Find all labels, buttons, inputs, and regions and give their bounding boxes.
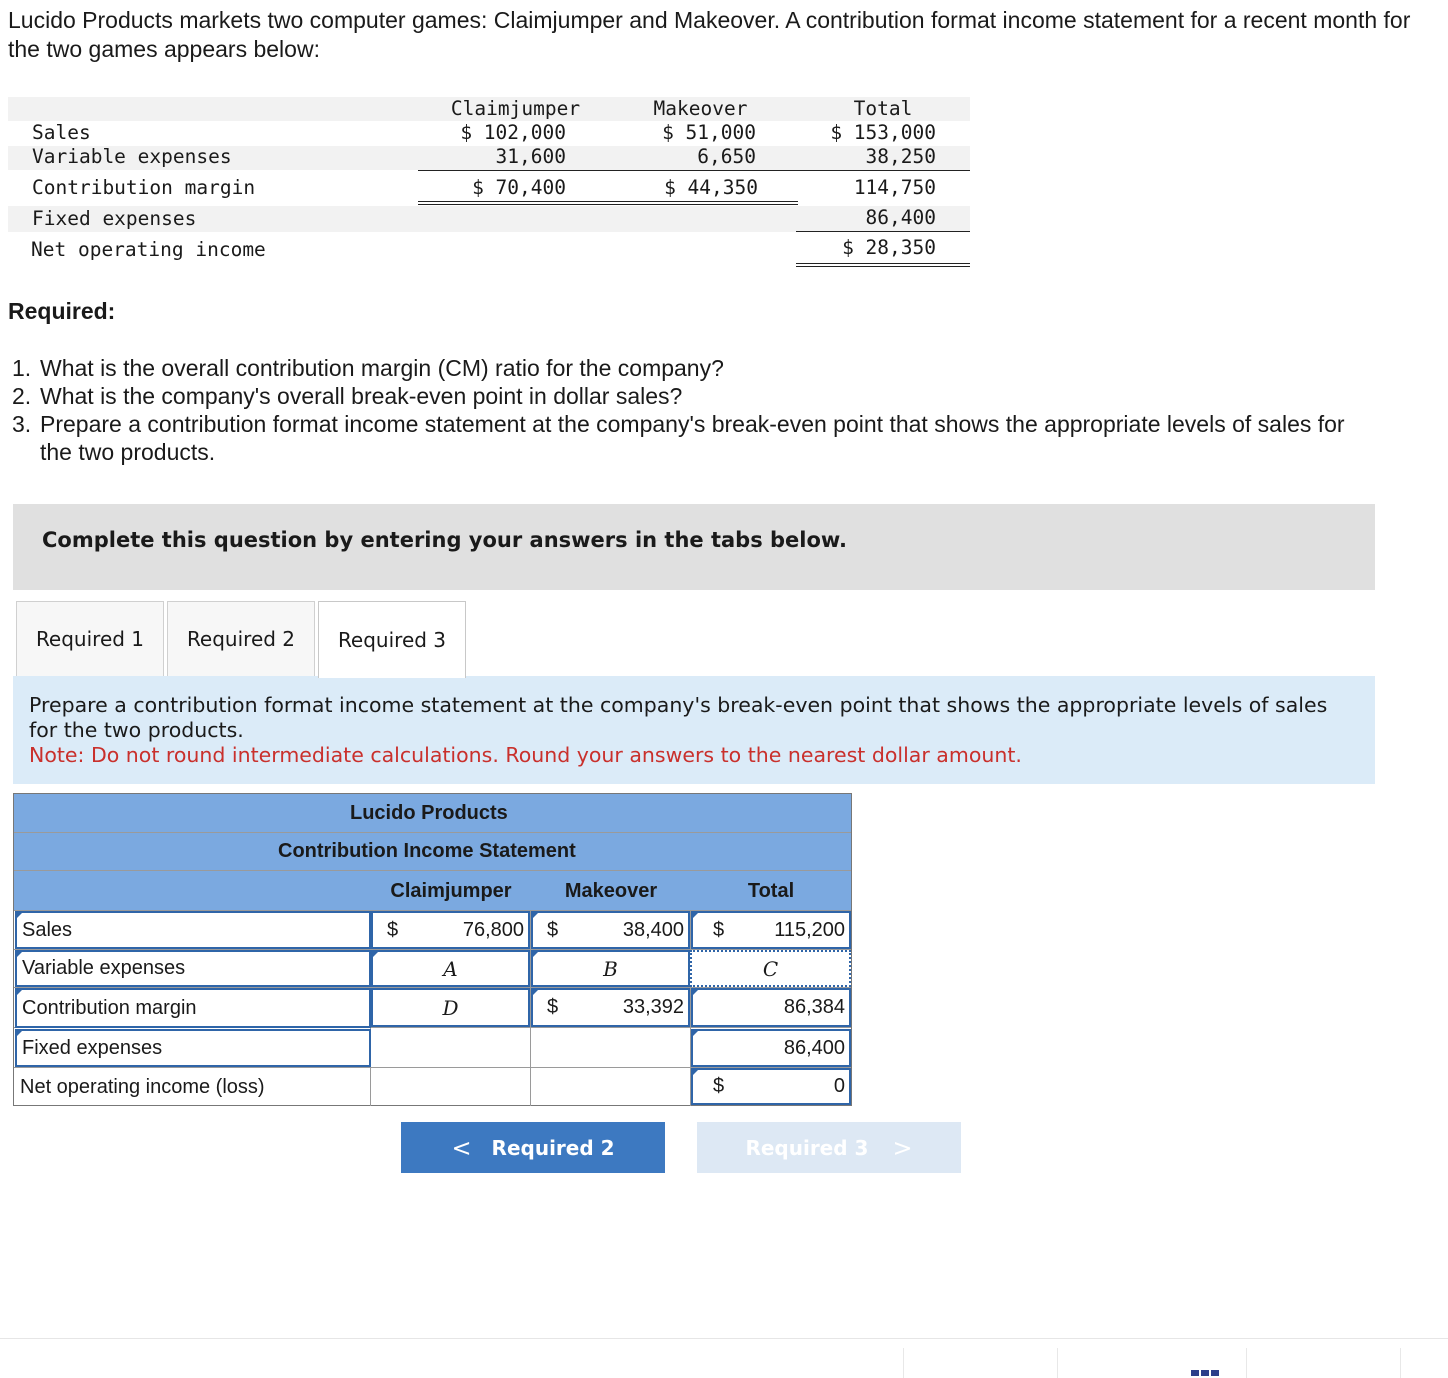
answer-placeholder-letter: A	[443, 956, 458, 981]
cell-value: 0	[833, 1075, 845, 1097]
currency-symbol: $	[387, 918, 399, 941]
row-label-sales[interactable]	[15, 911, 371, 949]
contribution-margin-makeover-input[interactable]	[531, 988, 690, 1027]
given-row-label: Net operating income	[31, 238, 266, 261]
chevron-right-icon: >	[892, 1133, 913, 1162]
given-income-statement	[8, 97, 970, 272]
instructions-banner	[13, 504, 1375, 590]
contribution-margin-claimjumper-input[interactable]	[371, 988, 530, 1027]
cell-value: 86,384	[783, 996, 845, 1018]
given-header-makeover: Makeover	[653, 97, 748, 120]
problem-intro: Lucido Products markets two computer games: Claimjumper and Makeover. A contribution format income statement for a recent month for the two games appears below:	[8, 7, 1411, 62]
net-operating-income-total-input[interactable]	[691, 1068, 851, 1105]
given-cell: 86,400	[865, 206, 936, 229]
next-button-label: Required 3	[745, 1135, 869, 1160]
column-total: Total	[747, 879, 795, 902]
given-cell: 31,600	[495, 145, 566, 168]
variable-expenses-makeover-input[interactable]	[531, 950, 690, 987]
required-item: Prepare a contribution format income statement at the company's break-even point that shows the appropriate levels of sales for	[40, 411, 1345, 437]
column-makeover: Makeover	[564, 879, 658, 902]
row-label-text: Sales	[22, 918, 73, 941]
cell-value: 76,800	[462, 918, 524, 941]
cell-value: 38,400	[622, 918, 684, 941]
answer-placeholder-letter: D	[442, 995, 459, 1020]
given-cell: $ 51,000	[662, 121, 756, 144]
chevron-left-icon: <	[451, 1133, 472, 1162]
previous-button-label: Required 2	[491, 1135, 615, 1160]
tab-required-3[interactable]: Required 3	[318, 601, 466, 678]
tab-instructions	[13, 676, 1375, 784]
row-label-text: Variable expenses	[22, 957, 186, 979]
answer-placeholder-letter: C	[762, 956, 779, 981]
banner-text: Complete this question by entering your answers in the tabs below.	[42, 528, 847, 552]
row-label-text: Fixed expenses	[22, 1036, 163, 1059]
required-item: What is the company's overall break-even point in dollar sales?	[40, 383, 683, 409]
sales-total-input[interactable]	[691, 911, 851, 949]
currency-symbol: $	[713, 1075, 725, 1097]
row-label-net-operating-income	[15, 1068, 371, 1106]
previous-required-2-button[interactable]	[401, 1122, 665, 1173]
row-label-variable-expenses[interactable]	[15, 950, 371, 987]
tab-required-1[interactable]: Required 1	[16, 601, 164, 676]
given-cell: $ 70,400	[472, 176, 566, 199]
given-row-label: Contribution margin	[32, 176, 256, 199]
fixed-expenses-total-input[interactable]	[691, 1029, 851, 1067]
given-row-label: Variable expenses	[32, 145, 232, 168]
sales-claimjumper-input[interactable]	[371, 911, 530, 949]
grid-icon[interactable]	[1191, 1370, 1221, 1378]
row-label-fixed-expenses[interactable]	[15, 1029, 371, 1067]
statement-title: Contribution Income Statement	[14, 833, 851, 871]
currency-symbol: $	[547, 996, 559, 1018]
given-cell: $ 28,350	[842, 236, 936, 259]
row-label-text: Contribution margin	[22, 996, 197, 1019]
given-row-label: Sales	[32, 121, 91, 144]
currency-symbol: $	[547, 918, 559, 941]
footer-divider	[0, 1338, 1448, 1339]
sales-makeover-input[interactable]	[531, 911, 690, 949]
income-statement-grid	[13, 793, 852, 1106]
required-list	[12, 354, 1448, 466]
variable-expenses-total-input[interactable]	[690, 950, 851, 987]
given-cell: $ 102,000	[460, 121, 566, 144]
instructions-note: Note: Do not round intermediate calculations. Round your answers to the nearest dollar amount.	[29, 743, 1022, 767]
given-cell: $ 44,350	[664, 176, 758, 199]
instructions-text: Prepare a contribution format income statement at the company's break-even point that shows the appropriate levels of sales for the two products.	[29, 693, 1328, 742]
cell-value: 33,392	[622, 996, 684, 1018]
cell-value: 115,200	[774, 918, 845, 941]
tab-required-2[interactable]: Required 2	[167, 601, 315, 676]
required-num: 2.	[12, 383, 32, 409]
required-num: 1.	[12, 355, 32, 381]
required-item-continued: the two products.	[40, 439, 216, 465]
company-name: Lucido Products	[14, 794, 851, 833]
given-header-total: Total	[853, 97, 913, 120]
given-header-claimjumper: Claimjumper	[450, 97, 581, 120]
given-cell: 6,650	[697, 145, 756, 168]
row-label-contribution-margin[interactable]	[15, 988, 371, 1028]
given-cell: $ 153,000	[830, 121, 936, 144]
column-claimjumper: Claimjumper	[390, 879, 512, 902]
currency-symbol: $	[713, 918, 725, 941]
given-cell: 38,250	[865, 145, 936, 168]
required-num: 3.	[12, 411, 32, 437]
next-required-3-button[interactable]	[697, 1122, 961, 1173]
cell-value: 86,400	[783, 1036, 845, 1059]
row-label-text: Net operating income (loss)	[20, 1075, 265, 1098]
given-row-label: Fixed expenses	[32, 207, 197, 230]
variable-expenses-claimjumper-input[interactable]	[371, 950, 530, 987]
required-item: What is the overall contribution margin (CM) ratio for the company?	[40, 355, 724, 381]
required-heading: Required:	[8, 298, 116, 324]
given-cell: 114,750	[853, 176, 936, 199]
contribution-margin-total-input[interactable]	[691, 988, 851, 1027]
answer-placeholder-letter: B	[603, 956, 618, 981]
